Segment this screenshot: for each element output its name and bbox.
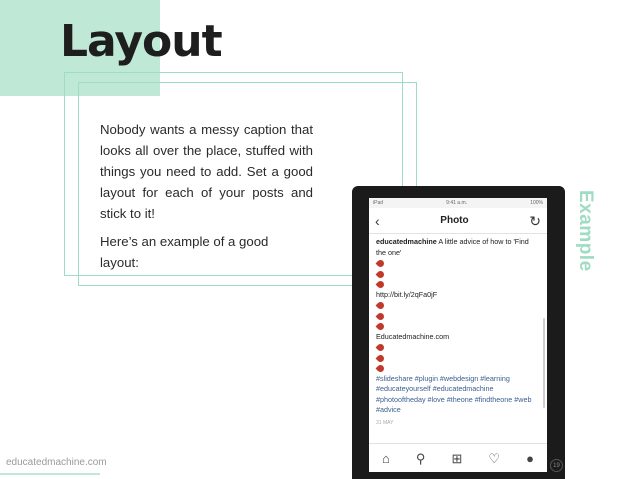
- heart-icon[interactable]: ♡: [488, 450, 501, 466]
- rocket-icon: [376, 353, 540, 364]
- profile-icon[interactable]: ●: [526, 450, 534, 466]
- rocket-icon: [376, 321, 540, 332]
- status-battery: 100%: [530, 200, 543, 206]
- caption-text: A little advice of how to 'Find the one': [376, 237, 529, 257]
- rocket-icon: [376, 342, 540, 353]
- home-icon[interactable]: ⌂: [382, 450, 390, 466]
- nav-title: Photo: [440, 215, 469, 226]
- footer-accent-line: [0, 473, 100, 475]
- tablet-screen: [369, 198, 547, 472]
- caption-hashtags[interactable]: #slideshare #plugin #webdesign #learning #educateyourself #educatedmachine #photooftheday #love #theone #findtheone #web #advice: [376, 373, 532, 414]
- search-icon[interactable]: ⚲: [415, 450, 426, 466]
- post-date: 31 MAY: [376, 419, 394, 426]
- caption-site[interactable]: Educatedmachine.com: [376, 331, 450, 341]
- slide-title: Layout: [60, 16, 222, 67]
- page-number: 19: [550, 459, 563, 472]
- status-bar: [369, 198, 547, 208]
- footer-url: educatedmachine.com: [6, 457, 107, 468]
- rocket-icon: [376, 311, 540, 322]
- rocket-icon: [376, 258, 540, 269]
- body-paragraph-1: Nobody wants a messy caption that looks all over the place, stuffed with things you need to add. Set a good layout for each of your posts and stick to it!: [100, 122, 313, 221]
- example-side-label: Example: [575, 190, 596, 272]
- bottom-tab-bar: [369, 443, 547, 472]
- chevron-left-icon[interactable]: ‹: [375, 212, 380, 229]
- body-paragraph-2: Here’s an example of a good layout:: [100, 234, 269, 270]
- caption-username[interactable]: educatedmachine: [376, 237, 437, 246]
- caption-link[interactable]: http://bit.ly/2qFa0jF: [376, 289, 438, 299]
- status-time: 9:41 a.m.: [446, 200, 468, 206]
- photo-navbar: [369, 208, 547, 234]
- status-carrier: iPad: [373, 200, 384, 206]
- rocket-icon: [376, 269, 540, 280]
- scrollbar[interactable]: [543, 318, 545, 408]
- rocket-icon: [376, 363, 540, 374]
- add-icon[interactable]: ⊞: [451, 450, 463, 466]
- post-caption: [369, 234, 547, 428]
- refresh-icon[interactable]: ↻: [529, 212, 541, 229]
- caption-line: [376, 237, 540, 258]
- rocket-icon: [376, 300, 540, 311]
- rocket-icon: [376, 279, 540, 290]
